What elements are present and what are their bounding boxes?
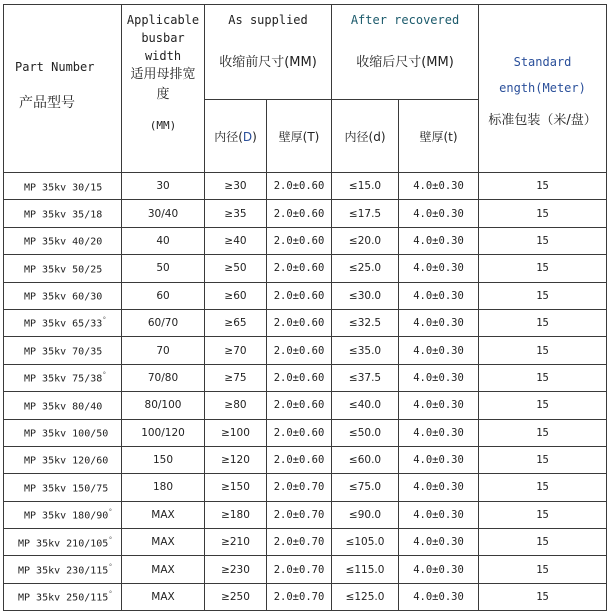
busbar-width-cell-text: 150 — [152, 454, 174, 467]
part-number-cell-text: MP 35kv 180/90 — [24, 510, 109, 522]
table-row — [4, 419, 607, 446]
inner-diameter-recovered-cell-text: ≤17.5 — [348, 207, 382, 220]
standard-length-cell-text: 15 — [536, 536, 549, 549]
after-recovered-header — [332, 5, 479, 100]
busbar-width-cell — [122, 501, 205, 528]
wall-thickness-supplied-cell-text: 2.0±0.70 — [273, 536, 325, 549]
standard-length-cell — [479, 200, 607, 227]
table-row — [4, 583, 607, 610]
inner-diameter-recovered-cell-text: ≤20.0 — [348, 234, 382, 247]
inner-diameter-recovered-cell-text: ≤125.0 — [345, 591, 385, 604]
wall-thickness-recovered-cell — [399, 282, 479, 309]
as-supplied-header-cn: 收缩前尺寸(MM) — [219, 55, 317, 70]
inner-diameter-supplied-cell — [205, 337, 267, 364]
part-number-cell — [4, 227, 122, 254]
standard-length-cell-text: 15 — [536, 262, 549, 275]
table-row — [4, 556, 607, 583]
inner-diameter-supplied-cell-text: ≥50 — [224, 262, 247, 275]
wall-thickness-supplied-cell-text: 2.0±0.60 — [273, 207, 325, 220]
wall-thickness-recovered-cell-text: 4.0±0.30 — [413, 317, 464, 330]
inner-diameter-recovered-cell-text: ≤15.0 — [348, 180, 382, 193]
wall-thickness-recovered-cell-text: 4.0±0.30 — [413, 289, 464, 302]
inner-diameter-recovered-cell — [332, 309, 399, 336]
table-row — [4, 446, 607, 473]
wall-thickness-supplied-cell — [267, 309, 332, 336]
standard-length-header-cn: 标准包装（米/盘） — [488, 113, 597, 128]
part-number-mark: ° — [108, 590, 113, 599]
part-number-mark: ° — [108, 563, 113, 571]
part-number-cell-text: MP 35kv 70/35 — [24, 346, 103, 358]
busbar-header-cn1: 适用母排宽 — [130, 67, 196, 82]
wall-thickness-recovered-cell — [399, 419, 479, 446]
inner-diameter-supplied-cell-text: ≥80 — [224, 399, 247, 412]
inner-diameter-supplied-cell-text: ≥35 — [224, 207, 247, 220]
busbar-width-cell — [122, 446, 205, 473]
part-number-cell-text: MP 35kv 230/115 — [18, 565, 109, 577]
inner-diameter-recovered-cell — [332, 556, 399, 583]
busbar-header-line2: busbar — [141, 31, 185, 45]
inner-diameter-recovered-header: 内径(d) — [332, 100, 399, 173]
wall-thickness-recovered-header: 壁厚(t) — [399, 100, 479, 173]
table-row — [4, 227, 607, 254]
wall-thickness-recovered-cell — [399, 227, 479, 254]
spec-table — [3, 4, 607, 611]
inner-diameter-supplied-cell — [205, 392, 267, 419]
wall-thickness-supplied-cell — [267, 583, 332, 610]
wall-thickness-recovered-cell — [399, 337, 479, 364]
wall-thickness-supplied-cell-text: 2.0±0.70 — [273, 591, 325, 604]
busbar-width-cell-text: 60/70 — [147, 317, 179, 330]
inner-diameter-supplied-cell-text: ≥75 — [224, 371, 247, 384]
standard-length-cell — [479, 556, 607, 583]
standard-length-header-en2: ength(Meter) — [499, 81, 586, 95]
inner-diameter-supplied-cell-text: ≥210 — [221, 536, 250, 549]
inner-diameter-recovered-cell — [332, 583, 399, 610]
busbar-width-header — [122, 5, 205, 173]
wall-thickness-recovered-cell — [399, 173, 479, 200]
inner-diameter-supplied-cell — [205, 309, 267, 336]
part-number-cell — [4, 446, 122, 473]
standard-length-cell — [479, 529, 607, 556]
id-supplied-post: ) — [252, 129, 257, 144]
standard-length-cell — [479, 446, 607, 473]
inner-diameter-recovered-cell — [332, 255, 399, 282]
wall-thickness-recovered-cell-text: 4.0±0.30 — [413, 234, 464, 247]
wall-thickness-supplied-cell-text: 2.0±0.60 — [273, 234, 325, 247]
table-body — [4, 173, 607, 611]
busbar-header-line3: width — [144, 49, 182, 63]
table-row — [4, 173, 607, 200]
part-number-cell — [4, 255, 122, 282]
standard-length-cell-text: 15 — [536, 234, 549, 247]
busbar-header-line1: Applicable — [126, 13, 200, 27]
inner-diameter-supplied-cell-text: ≥60 — [224, 289, 247, 302]
standard-length-cell — [479, 392, 607, 419]
table-row — [4, 309, 607, 336]
wall-thickness-supplied-cell — [267, 419, 332, 446]
inner-diameter-recovered-cell-text: ≤75.0 — [348, 481, 382, 494]
wall-thickness-recovered-cell-text: 4.0±0.30 — [413, 399, 464, 412]
wall-thickness-recovered-cell — [399, 309, 479, 336]
inner-diameter-recovered-cell — [332, 364, 399, 391]
standard-length-cell-text: 15 — [536, 591, 549, 604]
inner-diameter-supplied-cell — [205, 364, 267, 391]
inner-diameter-recovered-cell — [332, 529, 399, 556]
standard-length-cell — [479, 227, 607, 254]
inner-diameter-supplied-cell-text: ≥30 — [224, 180, 247, 193]
inner-diameter-recovered-cell-text: ≤30.0 — [348, 289, 382, 302]
wall-thickness-recovered-cell-text: 4.0±0.30 — [413, 563, 464, 576]
busbar-width-cell-text: 70 — [156, 344, 170, 357]
wall-thickness-recovered-cell — [399, 392, 479, 419]
part-number-cell — [4, 474, 122, 501]
table-row — [4, 474, 607, 501]
inner-diameter-supplied-cell-text: ≥250 — [221, 591, 250, 604]
wall-thickness-supplied-cell — [267, 227, 332, 254]
busbar-width-cell-text: MAX — [151, 508, 175, 521]
inner-diameter-recovered-cell-text: ≤105.0 — [345, 536, 385, 549]
standard-length-cell-text: 15 — [536, 289, 549, 302]
wall-thickness-recovered-cell — [399, 446, 479, 473]
inner-diameter-recovered-cell-text: ≤60.0 — [348, 454, 382, 467]
inner-diameter-supplied-cell-text: ≥65 — [224, 317, 247, 330]
part-number-cell — [4, 419, 122, 446]
wall-thickness-supplied-cell-text: 2.0±0.60 — [273, 344, 325, 357]
wall-thickness-supplied-cell-text: 2.0±0.60 — [273, 426, 325, 439]
part-number-cell — [4, 529, 122, 556]
standard-length-cell — [479, 474, 607, 501]
inner-diameter-recovered-cell-text: ≤90.0 — [348, 508, 382, 521]
wall-thickness-supplied-cell — [267, 392, 332, 419]
wall-thickness-supplied-cell — [267, 364, 332, 391]
wall-thickness-supplied-cell-text: 2.0±0.60 — [273, 399, 325, 412]
id-supplied-d: D — [242, 129, 253, 144]
inner-diameter-supplied-cell — [205, 446, 267, 473]
inner-diameter-recovered-cell — [332, 474, 399, 501]
inner-diameter-recovered-cell-text: ≤32.5 — [348, 317, 382, 330]
wall-thickness-recovered-cell-text: 4.0±0.30 — [413, 481, 464, 494]
part-number-mark: ° — [108, 508, 113, 517]
busbar-width-cell-text: 180 — [152, 481, 174, 494]
inner-diameter-supplied-cell — [205, 255, 267, 282]
part-number-cell-text: MP 35kv 60/30 — [24, 291, 103, 303]
wall-thickness-supplied-cell — [267, 337, 332, 364]
standard-length-cell-text: 15 — [536, 180, 549, 193]
inner-diameter-supplied-cell — [205, 419, 267, 446]
wall-thickness-supplied-cell — [267, 556, 332, 583]
busbar-width-cell — [122, 419, 205, 446]
inner-diameter-supplied-cell-text: ≥100 — [221, 426, 250, 439]
part-number-mark: ° — [102, 371, 107, 380]
busbar-width-cell — [122, 529, 205, 556]
busbar-width-cell-text: 80/100 — [144, 399, 182, 412]
standard-length-cell-text: 15 — [536, 317, 549, 330]
busbar-width-cell-text: 40 — [156, 234, 170, 247]
busbar-width-cell — [122, 227, 205, 254]
inner-diameter-recovered-cell-text: ≤25.0 — [348, 262, 382, 275]
standard-length-cell-text: 15 — [536, 399, 549, 412]
part-number-cell-text: MP 35kv 150/75 — [24, 483, 109, 495]
table-row — [4, 392, 607, 419]
table-row — [4, 364, 607, 391]
part-number-cell — [4, 337, 122, 364]
wall-thickness-supplied-cell-text: 2.0±0.70 — [273, 481, 325, 494]
inner-diameter-recovered-cell — [332, 227, 399, 254]
busbar-width-cell — [122, 309, 205, 336]
inner-diameter-recovered-cell-text: ≤35.0 — [348, 344, 382, 357]
table-row — [4, 255, 607, 282]
busbar-width-cell-text: MAX — [151, 536, 175, 549]
wall-thickness-recovered-cell-text: 4.0±0.30 — [413, 180, 464, 193]
wall-thickness-supplied-cell — [267, 446, 332, 473]
wall-thickness-supplied-cell-text: 2.0±0.60 — [273, 371, 325, 384]
inner-diameter-supplied-cell — [205, 282, 267, 309]
busbar-width-cell — [122, 556, 205, 583]
as-supplied-header — [205, 5, 332, 100]
busbar-width-cell — [122, 392, 205, 419]
standard-length-cell-text: 15 — [536, 481, 549, 494]
wall-thickness-supplied-cell-text: 2.0±0.60 — [273, 317, 325, 330]
busbar-width-cell — [122, 200, 205, 227]
inner-diameter-supplied-cell — [205, 474, 267, 501]
wall-thickness-recovered-cell — [399, 200, 479, 227]
part-number-header-cn: 产品型号 — [19, 94, 75, 111]
wall-thickness-recovered-cell — [399, 556, 479, 583]
busbar-width-cell-text: MAX — [151, 591, 175, 604]
standard-length-cell-text: 15 — [536, 454, 549, 467]
table-row — [4, 529, 607, 556]
inner-diameter-recovered-cell-text: ≤40.0 — [348, 399, 382, 412]
inner-diameter-supplied-cell-text: ≥150 — [221, 481, 250, 494]
table-row — [4, 200, 607, 227]
inner-diameter-recovered-cell — [332, 282, 399, 309]
busbar-header-cn2: 度 — [156, 87, 170, 102]
busbar-width-cell — [122, 364, 205, 391]
standard-length-cell — [479, 255, 607, 282]
standard-length-cell — [479, 337, 607, 364]
inner-diameter-supplied-cell — [205, 501, 267, 528]
wall-thickness-supplied-cell — [267, 501, 332, 528]
standard-length-cell-text: 15 — [536, 426, 549, 439]
inner-diameter-recovered-cell-text: ≤115.0 — [345, 563, 385, 576]
wall-thickness-supplied-cell — [267, 200, 332, 227]
wall-thickness-recovered-cell — [399, 255, 479, 282]
inner-diameter-supplied-cell — [205, 529, 267, 556]
busbar-width-cell-text: MAX — [151, 563, 175, 576]
part-number-cell — [4, 583, 122, 610]
wall-thickness-recovered-cell — [399, 364, 479, 391]
wall-thickness-supplied-cell — [267, 173, 332, 200]
standard-length-cell — [479, 583, 607, 610]
standard-length-header-en1: Standard — [513, 55, 572, 69]
wall-thickness-supplied-cell — [267, 474, 332, 501]
inner-diameter-supplied-cell-text: ≥120 — [221, 454, 250, 467]
part-number-cell — [4, 309, 122, 336]
part-number-cell — [4, 200, 122, 227]
part-number-cell — [4, 364, 122, 391]
part-number-mark: ° — [108, 535, 113, 544]
inner-diameter-supplied-cell — [205, 173, 267, 200]
inner-diameter-supplied-cell-text: ≥230 — [221, 563, 250, 576]
inner-diameter-recovered-cell — [332, 200, 399, 227]
part-number-cell-text: MP 35kv 50/25 — [24, 264, 103, 276]
busbar-width-cell-text: 30 — [156, 180, 170, 193]
wall-thickness-supplied-cell-text: 2.0±0.60 — [273, 454, 325, 467]
inner-diameter-recovered-cell — [332, 501, 399, 528]
standard-length-cell — [479, 419, 607, 446]
wall-thickness-supplied-header: 壁厚(T) — [267, 100, 332, 173]
inner-diameter-supplied-cell-text: ≥180 — [221, 508, 250, 521]
busbar-width-cell-text: 50 — [156, 262, 170, 275]
busbar-width-cell-text: 70/80 — [147, 371, 179, 384]
standard-length-cell-text: 15 — [536, 563, 549, 576]
id-supplied-pre: 内径( — [214, 129, 243, 144]
wall-thickness-supplied-cell-text: 2.0±0.70 — [273, 508, 325, 521]
inner-diameter-recovered-cell — [332, 446, 399, 473]
inner-diameter-supplied-cell — [205, 200, 267, 227]
after-recovered-header-cn: 收缩后尺寸(MM) — [356, 55, 454, 70]
part-number-cell — [4, 501, 122, 528]
busbar-width-cell — [122, 173, 205, 200]
standard-length-cell — [479, 173, 607, 200]
wall-thickness-recovered-cell-text: 4.0±0.30 — [413, 344, 464, 357]
wall-thickness-recovered-cell-text: 4.0±0.30 — [413, 371, 464, 384]
part-number-cell-text: MP 35kv 35/18 — [24, 209, 103, 221]
standard-length-cell-text: 15 — [536, 508, 549, 521]
wall-thickness-recovered-cell — [399, 501, 479, 528]
wall-thickness-supplied-cell-text: 2.0±0.60 — [273, 180, 325, 193]
part-number-cell — [4, 173, 122, 200]
wall-thickness-recovered-cell — [399, 474, 479, 501]
part-number-cell-text: MP 35kv 40/20 — [24, 236, 103, 248]
busbar-width-cell-text: 30/40 — [147, 207, 179, 220]
table-row — [4, 337, 607, 364]
inner-diameter-recovered-cell-text: ≤37.5 — [348, 371, 382, 384]
part-number-cell-text: MP 35kv 65/33 — [24, 318, 103, 330]
part-number-cell — [4, 392, 122, 419]
wall-thickness-recovered-cell-text: 4.0±0.30 — [413, 591, 464, 604]
wall-thickness-recovered-cell-text: 4.0±0.30 — [413, 262, 464, 275]
wall-thickness-supplied-cell — [267, 255, 332, 282]
inner-diameter-recovered-cell — [332, 337, 399, 364]
inner-diameter-recovered-cell — [332, 173, 399, 200]
part-number-header-en: Part Number — [15, 59, 95, 74]
busbar-width-cell — [122, 583, 205, 610]
standard-length-cell-text: 15 — [536, 344, 549, 357]
inner-diameter-supplied-cell-text: ≥70 — [224, 344, 247, 357]
busbar-width-cell-text: 60 — [156, 289, 170, 302]
standard-length-header — [479, 5, 607, 173]
inner-diameter-supplied-cell-text: ≥40 — [224, 234, 247, 247]
wall-thickness-recovered-cell-text: 4.0±0.30 — [413, 426, 464, 439]
standard-length-cell-text: 15 — [536, 371, 549, 384]
standard-length-cell — [479, 309, 607, 336]
table-row — [4, 501, 607, 528]
part-number-cell-text: MP 35kv 80/40 — [24, 400, 103, 412]
busbar-width-cell-text: 100/120 — [141, 426, 185, 439]
wall-thickness-supplied-cell — [267, 529, 332, 556]
wall-thickness-supplied-cell-text: 2.0±0.60 — [273, 289, 325, 302]
inner-diameter-supplied-cell — [205, 227, 267, 254]
part-number-cell-text: MP 35kv 210/105 — [18, 537, 109, 549]
table-row — [4, 282, 607, 309]
wall-thickness-recovered-cell — [399, 583, 479, 610]
as-supplied-header-en: As supplied — [228, 13, 308, 27]
part-number-cell-text: MP 35kv 100/50 — [24, 428, 109, 440]
wall-thickness-recovered-cell-text: 4.0±0.30 — [413, 207, 464, 220]
part-number-cell-text: MP 35kv 30/15 — [24, 181, 103, 193]
busbar-width-cell — [122, 282, 205, 309]
wall-thickness-recovered-cell-text: 4.0±0.30 — [413, 508, 464, 521]
inner-diameter-recovered-cell-text: ≤50.0 — [348, 426, 382, 439]
busbar-header-unit: (MM) — [149, 119, 177, 132]
wall-thickness-supplied-cell-text: 2.0±0.70 — [273, 563, 325, 576]
part-number-header — [4, 5, 122, 173]
part-number-cell-text: MP 35kv 75/38 — [24, 373, 103, 385]
wall-thickness-supplied-cell — [267, 282, 332, 309]
busbar-width-cell — [122, 474, 205, 501]
standard-length-cell — [479, 282, 607, 309]
inner-diameter-supplied-cell — [205, 583, 267, 610]
inner-diameter-supplied-header — [205, 100, 267, 173]
part-number-cell — [4, 556, 122, 583]
wall-thickness-supplied-cell-text: 2.0±0.60 — [273, 262, 325, 275]
wall-thickness-recovered-cell — [399, 529, 479, 556]
part-number-cell-text: MP 35kv 120/60 — [24, 455, 109, 467]
after-recovered-header-en: After recovered — [350, 13, 460, 27]
inner-diameter-recovered-cell — [332, 419, 399, 446]
wall-thickness-recovered-cell-text: 4.0±0.30 — [413, 454, 464, 467]
inner-diameter-supplied-cell — [205, 556, 267, 583]
inner-diameter-recovered-cell — [332, 392, 399, 419]
standard-length-cell — [479, 501, 607, 528]
busbar-width-cell — [122, 255, 205, 282]
standard-length-cell-text: 15 — [536, 207, 549, 220]
part-number-cell — [4, 282, 122, 309]
part-number-mark: ° — [102, 316, 107, 325]
standard-length-cell — [479, 364, 607, 391]
part-number-cell-text: MP 35kv 250/115 — [18, 592, 109, 604]
busbar-width-cell — [122, 337, 205, 364]
wall-thickness-recovered-cell-text: 4.0±0.30 — [413, 536, 464, 549]
table-header — [4, 5, 607, 173]
